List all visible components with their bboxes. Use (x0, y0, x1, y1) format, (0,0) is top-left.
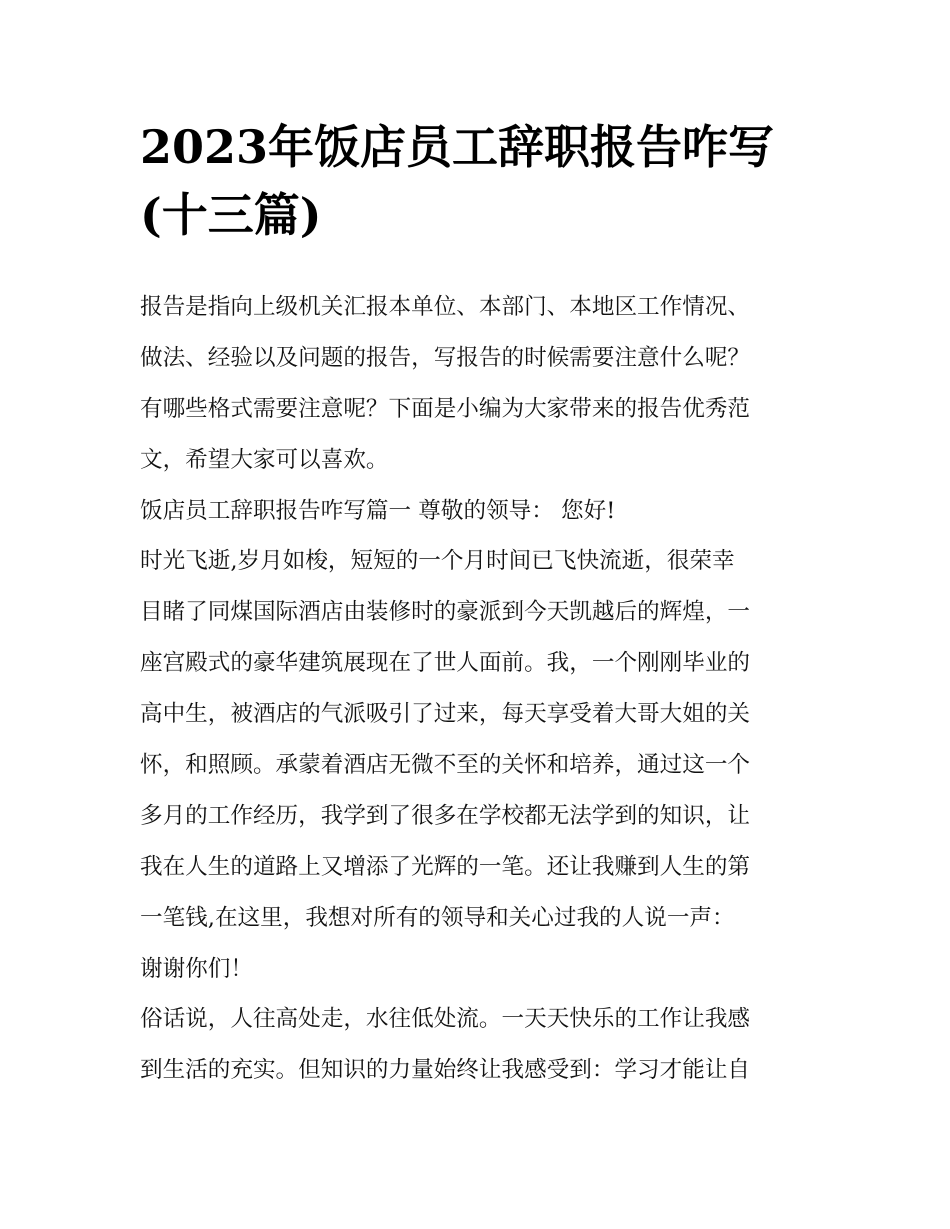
document-title (140, 113, 830, 249)
body-line: 报告是指向上级机关汇报本单位、本部门、本地区工作情况、 (140, 294, 751, 320)
body-line: 座宫殿式的豪华建筑展现在了世人面前。我，一个刚刚毕业的 (140, 650, 751, 677)
body-line: 时光飞逝,岁月如梭，短短的一个月时间已飞快流逝，很荣幸 (140, 548, 735, 575)
body-line: 怀，和照顾。承蒙着酒店无微不至的关怀和培养，通过这一个 (140, 752, 751, 779)
body-line: 有哪些格式需要注意呢？下面是小编为大家带来的报告优秀范 (140, 395, 751, 422)
body-line: 到生活的充实。但知识的力量始终让我感受到：学习才能让自 (140, 1057, 751, 1084)
body-line: 我在人生的道路上又增添了光辉的一笔。还让我赚到人生的第 (140, 853, 751, 880)
title-line-1: 2023年饭店员工辞职报告咋写 (140, 120, 775, 174)
body-line: 俗话说，人往高处走，水往低处流。一天天快乐的工作让我感 (140, 1006, 751, 1033)
body-line: 目睹了同煤国际酒店由装修时的豪派到今天凯越后的辉煌，一 (140, 599, 751, 626)
title-line-2: (十三篇) (140, 188, 322, 242)
body-line: 高中生，被酒店的气派吸引了过来，每天享受着大哥大姐的关 (140, 701, 751, 728)
body-line: 一笔钱,在这里，我想对所有的领导和关心过我的人说一声： (140, 904, 735, 931)
body-line: 文，希望大家可以喜欢。 (140, 446, 389, 473)
body-line: 做法、经验以及问题的报告，写报告的时候需要注意什么呢？ (140, 344, 751, 371)
body-line: 谢谢你们！ (140, 955, 253, 982)
section-heading-line: 饭店员工辞职报告咋写篇一 尊敬的领导： 您好! (140, 497, 616, 524)
document-body (140, 282, 830, 1096)
body-line: 多月的工作经历，我学到了很多在学校都无法学到的知识，让 (140, 802, 751, 829)
